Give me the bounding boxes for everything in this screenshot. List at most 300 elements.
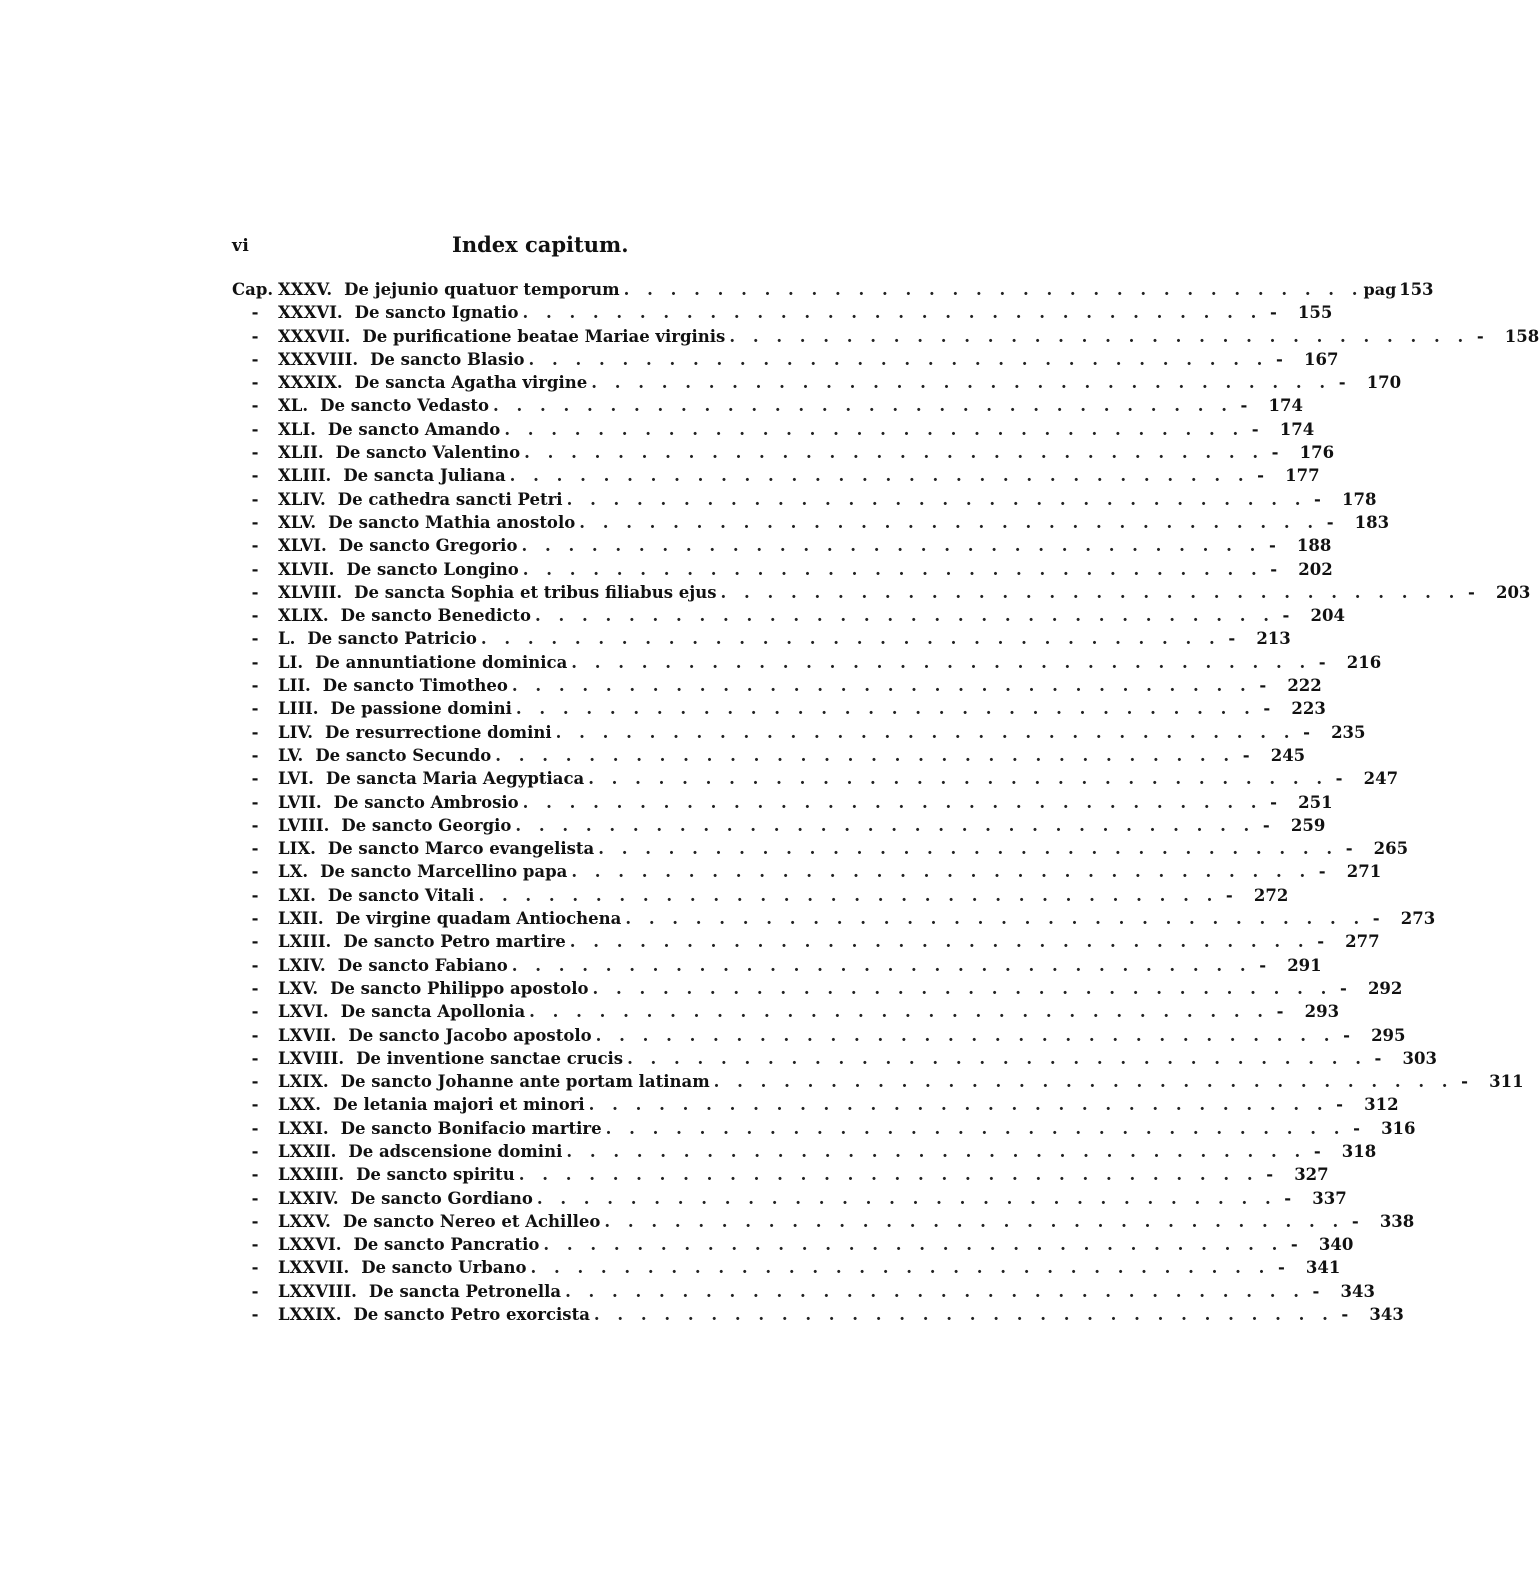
toc-entry xyxy=(232,791,1333,814)
ditto-mark: - xyxy=(251,769,259,789)
chapter-number: LXXIII. xyxy=(278,1165,345,1185)
chapter-title: De annuntiatione dominica xyxy=(315,652,568,672)
page-reference: 271 xyxy=(1346,862,1382,882)
toc-entry xyxy=(232,1024,1406,1047)
chapter-title: De purificatione beatae Mariae virginis xyxy=(362,326,726,346)
ditto-mark: - xyxy=(1476,326,1484,346)
chapter-number: LVI. xyxy=(278,769,314,789)
chapter-title: De sancta Agatha virgine xyxy=(354,373,588,393)
page-reference: 216 xyxy=(1346,652,1382,672)
toc-entry xyxy=(232,1140,1377,1163)
ditto-mark: - xyxy=(1336,1095,1343,1115)
page-reference: 223 xyxy=(1291,699,1326,719)
toc-entry xyxy=(232,604,1345,627)
dot-leader: . . . . . . . . . . . . . . . . . . . . . . . . . . . . . . . . xyxy=(595,1025,1336,1045)
ditto-mark: - xyxy=(251,676,259,696)
toc-entry xyxy=(232,860,1382,883)
dot-leader: . . . . . . . . . . . . . . . . . . . . . . . . . . . . . . . . xyxy=(566,1141,1307,1161)
chapter-title: De sancto Blasio xyxy=(370,349,525,369)
ditto-mark: - xyxy=(1345,839,1353,859)
ditto-mark: - xyxy=(251,606,259,626)
chapter-number: L. xyxy=(278,629,296,649)
ditto-mark: - xyxy=(251,629,259,649)
chapter-number: LVIII. xyxy=(278,815,330,835)
chapter-number: XXXVIII. xyxy=(278,349,359,369)
chapter-number: XLIX. xyxy=(278,606,329,626)
page-reference: 188 xyxy=(1296,536,1332,556)
ditto-mark: - xyxy=(1259,955,1267,975)
dot-leader: . . . . . . . . . . . . . . . . . . . . . . . . . . . . . . . . xyxy=(518,1165,1259,1185)
dot-leader: . . . . . . . . . . . . . . . . . . . . . . . . . . . . . . . . xyxy=(515,699,1256,719)
chapter-number: LXV. xyxy=(278,978,319,998)
ditto-mark: - xyxy=(251,536,259,556)
ditto-mark: - xyxy=(251,582,259,602)
ditto-mark: - xyxy=(1317,932,1325,952)
page-title: Index capitum. xyxy=(452,232,629,257)
page-reference: 155 xyxy=(1297,303,1333,323)
ditto-mark: - xyxy=(1318,652,1326,672)
ditto-mark: - xyxy=(251,512,259,532)
dot-leader: . . . . . . . . . . . . . . . . . . . . . . . . . . . . . . . . xyxy=(588,769,1329,789)
ditto-mark: - xyxy=(1251,419,1259,439)
chapter-title: De sancto Patricio xyxy=(307,629,477,649)
dot-leader: . . . . . . . . . . . . . . . . . . . . . . . . . . . . . . . . xyxy=(493,396,1233,416)
chapter-number: XLII. xyxy=(278,443,324,463)
dot-leader: . . . . . . . . . . . . . . . . . . . . . . . . . . . . . . . . xyxy=(605,1118,1346,1138)
chapter-number: LIV. xyxy=(278,722,313,742)
toc-entry xyxy=(232,651,1382,674)
ditto-mark: - xyxy=(1276,349,1283,369)
dot-leader: . . . . . . . . . . . . . . . . . . . . . . . . . . . . . . . . xyxy=(565,1281,1305,1301)
page-reference: 338 xyxy=(1379,1211,1415,1231)
page-reference: 158 xyxy=(1504,326,1539,346)
ditto-mark: - xyxy=(251,303,259,323)
ditto-mark: - xyxy=(1270,559,1278,579)
ditto-mark: - xyxy=(1277,1258,1285,1278)
chapter-number: XXXIX. xyxy=(278,373,343,393)
toc-entry xyxy=(232,697,1326,720)
toc-entry xyxy=(232,581,1531,604)
dot-leader: . . . . . . . . . . . . . . . . . . . . . . . . . . . . . . . . xyxy=(511,676,1252,696)
chapter-title: De sancta Juliana xyxy=(343,466,506,486)
dot-leader: . . . . . . . . . . . . . . . . . . . . . . . . . . . . . . . . xyxy=(593,1305,1334,1325)
chapter-title: De sancto Vitali xyxy=(327,885,475,905)
ditto-mark: - xyxy=(251,1048,259,1068)
dot-leader: . . . . . . . . . . . . . . . . . . . . . . . . . . . . . . . . xyxy=(720,582,1461,602)
chapter-title: De sancto Bonifacio martire xyxy=(340,1118,602,1138)
ditto-mark: - xyxy=(251,1281,259,1301)
ditto-mark: - xyxy=(1351,1211,1359,1231)
chapter-number: LXXI. xyxy=(278,1118,329,1138)
toc-entry xyxy=(232,721,1366,744)
page-number: vi xyxy=(232,236,250,256)
page-reference: 311 xyxy=(1489,1072,1524,1092)
page-reference: 176 xyxy=(1299,443,1335,463)
page-reference: 153 xyxy=(1399,280,1434,299)
ditto-mark: - xyxy=(1270,792,1277,812)
dot-leader: . . . . . . . . . . . . . . . . . . . . . . . . . . . . . . . . xyxy=(592,978,1333,998)
chapter-title: De resurrectione domini xyxy=(324,722,552,742)
ditto-mark: - xyxy=(251,1305,259,1325)
page-reference: 167 xyxy=(1303,349,1339,369)
page-reference: 177 xyxy=(1285,466,1320,486)
page-reference: 251 xyxy=(1298,792,1333,812)
chapter-number: LXXIX. xyxy=(278,1305,342,1325)
chapter-number: LXXVII. xyxy=(278,1258,350,1278)
ditto-mark: - xyxy=(1276,1002,1284,1022)
dot-leader: . . . . . . . . . . . . . . . . . . . . . . . . . . . . . . . . xyxy=(729,326,1470,346)
chapter-number: LXVI. xyxy=(278,1002,329,1022)
ditto-mark: - xyxy=(251,1002,259,1022)
toc-entry xyxy=(232,558,1333,581)
chapter-number: XXXVII. xyxy=(278,326,351,346)
chapter-number: LXII. xyxy=(278,909,324,929)
ditto-mark: - xyxy=(1353,1118,1360,1138)
chapter-title: De sancto Petro exorcista xyxy=(353,1305,590,1325)
chapter-title: De inventione sanctae crucis xyxy=(356,1048,624,1068)
ditto-mark: - xyxy=(251,1211,259,1231)
ditto-mark: - xyxy=(251,1118,259,1138)
toc-entry xyxy=(232,1210,1415,1233)
toc-entry xyxy=(232,954,1322,977)
page-reference: 295 xyxy=(1371,1025,1406,1045)
ditto-mark: - xyxy=(1262,815,1270,835)
ditto-mark: - xyxy=(251,699,259,719)
ditto-mark: - xyxy=(251,862,259,882)
toc-entry xyxy=(232,441,1335,464)
page-reference: 178 xyxy=(1342,489,1377,509)
chapter-title: De letania majori et minori xyxy=(332,1095,585,1115)
toc-entry xyxy=(232,464,1320,487)
ditto-mark: - xyxy=(1282,606,1290,626)
ditto-mark: - xyxy=(1339,978,1347,998)
toc-entry xyxy=(232,488,1377,511)
dot-leader: . . . . . . . . . . . . . . . . . . . . . . . . . . . . . . . . xyxy=(571,862,1312,882)
chapter-number: XLIII. xyxy=(278,466,332,486)
ditto-mark: - xyxy=(251,792,259,812)
dot-leader: . . . . . . . . . . . . . . . . . . . . . . . . . . . . . . . . xyxy=(555,722,1296,742)
page-reference: 273 xyxy=(1400,909,1436,929)
ditto-mark: - xyxy=(1343,1025,1350,1045)
ditto-mark: - xyxy=(1271,443,1279,463)
page-reference: 213 xyxy=(1256,629,1291,649)
chapter-title: De sancto Gregorio xyxy=(338,536,518,556)
page-reference: 277 xyxy=(1345,932,1380,952)
dot-leader: . . . . . . . . . . . . . . . . . . . . . . . . . . . . . . . . xyxy=(588,1095,1329,1115)
toc-entry xyxy=(232,394,1303,417)
chapter-title: De sancto Fabiano xyxy=(337,955,508,975)
page-reference: 235 xyxy=(1331,722,1366,742)
ditto-mark: - xyxy=(1335,769,1343,789)
ditto-mark: - xyxy=(251,955,259,975)
chapter-number: LXX. xyxy=(278,1095,321,1115)
ditto-mark: - xyxy=(251,373,259,393)
toc-entry xyxy=(232,1070,1524,1093)
toc-entry xyxy=(232,511,1390,534)
ditto-mark: - xyxy=(1259,676,1267,696)
chapter-title: De sancta Maria Aegyptiaca xyxy=(325,769,585,789)
toc-entry xyxy=(232,814,1326,837)
chapter-number: XXXV. xyxy=(278,280,333,299)
ditto-mark: - xyxy=(251,489,259,509)
chapter-title: De sancto Georgio xyxy=(341,815,512,835)
chapter-number: LXXV. xyxy=(278,1211,331,1231)
chapter-title: De sancto Pancratio xyxy=(353,1235,540,1255)
chapter-number: XLVI. xyxy=(278,536,327,556)
ditto-mark: - xyxy=(251,396,259,416)
dot-leader: . . . . . . . . . . . . . . . . . . . . . . . . . . . . . . . . xyxy=(536,1188,1277,1208)
page-reference: 312 xyxy=(1364,1095,1399,1115)
ditto-mark: - xyxy=(1240,396,1248,416)
page-reference: 203 xyxy=(1495,582,1531,602)
dot-leader: . . . . . . . . . . . . . . . . . . . . . . . . . . . . . . . . xyxy=(623,280,1364,299)
toc-entry xyxy=(232,1163,1329,1186)
chapter-title: De sancto spiritu xyxy=(356,1165,515,1185)
toc-entry xyxy=(232,907,1436,930)
ditto-mark: - xyxy=(251,839,259,859)
dot-leader: . . . . . . . . . . . . . . . . . . . . . . . . . . . . . . . . xyxy=(495,745,1236,765)
toc-entry xyxy=(232,301,1333,324)
ditto-mark: - xyxy=(251,1095,259,1115)
ditto-mark: - xyxy=(251,326,259,346)
chapter-title: De sancto Gordiano xyxy=(350,1188,533,1208)
ditto-mark: - xyxy=(1313,1141,1321,1161)
page-reference: 174 xyxy=(1268,396,1303,416)
ditto-mark: - xyxy=(251,1188,259,1208)
chapter-number: XLIV. xyxy=(278,489,326,509)
page-reference: 292 xyxy=(1367,978,1403,998)
dot-leader: . . . . . . . . . . . . . . . . . . . . . . . . . . . . . . . . xyxy=(579,512,1320,532)
chapter-prefix: Cap. xyxy=(232,280,274,299)
ditto-mark: - xyxy=(1372,909,1380,929)
dot-leader: . . . . . . . . . . . . . . . . . . . . . . . . . . . . . . . . xyxy=(524,443,1265,463)
chapter-title: De sancta Apollonia xyxy=(340,1002,526,1022)
chapter-title: De sancto Benedicto xyxy=(340,606,532,626)
toc-entry xyxy=(232,837,1409,860)
ditto-mark: - xyxy=(251,443,259,463)
page-reference: 293 xyxy=(1304,1002,1340,1022)
chapter-title: De sancto Mathia anostolo xyxy=(328,512,576,532)
toc-entry xyxy=(232,1187,1347,1210)
ditto-mark: - xyxy=(1268,536,1276,556)
chapter-number: LXIV. xyxy=(278,955,326,975)
chapter-number: LXIII. xyxy=(278,932,332,952)
toc-entry xyxy=(232,674,1322,697)
chapter-number: XL. xyxy=(278,396,309,416)
toc-entry xyxy=(232,884,1289,907)
dot-leader: . . . . . . . . . . . . . . . . . . . . . . . . . . . . . . . . xyxy=(571,652,1312,672)
toc-entry xyxy=(232,1047,1437,1070)
toc-entry xyxy=(232,977,1403,1000)
chapter-number: XXXVI. xyxy=(278,303,343,323)
pag-label: pag xyxy=(1363,280,1397,299)
dot-leader: . . . . . . . . . . . . . . . . . . . . . . . . . . . . . . . . xyxy=(522,559,1263,579)
dot-leader: . . . . . . . . . . . . . . . . . . . . . . . . . . . . . . . . xyxy=(713,1072,1454,1092)
dot-leader: . . . . . . . . . . . . . . . . . . . . . . . . . . . . . . . . xyxy=(529,1002,1270,1022)
page-reference: 259 xyxy=(1290,815,1326,835)
ditto-mark: - xyxy=(1242,745,1250,765)
dot-leader: . . . . . . . . . . . . . . . . . . . . . . . . . . . . . . . . xyxy=(480,629,1221,649)
chapter-title: De adscensione domini xyxy=(348,1141,563,1161)
toc-entry xyxy=(232,348,1339,371)
toc-entry xyxy=(232,627,1291,650)
dot-leader: . . . . . . . . . . . . . . . . . . . . . . . . . . . . . . . . xyxy=(515,815,1256,835)
ditto-mark: - xyxy=(251,722,259,742)
ditto-mark: - xyxy=(1303,722,1310,742)
toc-entry xyxy=(232,534,1332,557)
page-reference: 343 xyxy=(1340,1281,1375,1301)
chapter-title: De sancto Amando xyxy=(327,419,501,439)
ditto-mark: - xyxy=(1228,629,1236,649)
chapter-title: De jejunio quatuor temporum xyxy=(344,280,620,299)
ditto-mark: - xyxy=(251,885,259,905)
toc-entry xyxy=(232,930,1380,953)
ditto-mark: - xyxy=(1338,373,1346,393)
ditto-mark: - xyxy=(1266,1165,1274,1185)
toc-entry xyxy=(232,1000,1340,1023)
ditto-mark: - xyxy=(1467,582,1475,602)
dot-leader: . . . . . . . . . . . . . . . . . . . . . . . . . . . . . . . . xyxy=(511,955,1252,975)
page-reference: 245 xyxy=(1270,745,1306,765)
ditto-mark: - xyxy=(1257,466,1264,486)
toc-entry xyxy=(232,1233,1354,1256)
dot-leader: . . . . . . . . . . . . . . . . . . . . . . . . . . . . . . . . xyxy=(522,303,1263,323)
toc-entry xyxy=(232,371,1402,394)
dot-leader: . . . . . . . . . . . . . . . . . . . . . . . . . . . . . . . . xyxy=(598,839,1339,859)
chapter-title: De sancto Nereo et Achilleo xyxy=(342,1211,601,1231)
ditto-mark: - xyxy=(1312,1281,1320,1301)
page-reference: 202 xyxy=(1298,559,1333,579)
ditto-mark: - xyxy=(1318,862,1326,882)
page-reference: 291 xyxy=(1287,955,1322,975)
dot-leader: . . . . . . . . . . . . . . . . . . . . . . . . . . . . . . . . xyxy=(604,1211,1345,1231)
chapter-title: De sancto Marco evangelista xyxy=(327,839,595,859)
dot-leader: . . . . . . . . . . . . . . . . . . . . . . . . . . . . . . . . xyxy=(504,419,1245,439)
ditto-mark: - xyxy=(251,1235,259,1255)
ditto-mark: - xyxy=(251,978,259,998)
chapter-number: LX. xyxy=(278,862,309,882)
chapter-title: De cathedra sancti Petri xyxy=(337,489,563,509)
dot-leader: . . . . . . . . . . . . . . . . . . . . . . . . . . . . . . . . xyxy=(569,932,1310,952)
chapter-title: De sancto Timotheo xyxy=(322,676,508,696)
toc-entry xyxy=(232,1303,1404,1326)
chapter-number: LI. xyxy=(278,652,304,672)
ditto-mark: - xyxy=(251,419,259,439)
page-reference: 170 xyxy=(1366,373,1402,393)
ditto-mark: - xyxy=(1284,1188,1292,1208)
chapter-title: De sancto Secundo xyxy=(315,745,492,765)
ditto-mark: - xyxy=(1269,303,1277,323)
page-reference: 222 xyxy=(1287,676,1322,696)
dot-leader: . . . . . . . . . . . . . . . . . . . . . . . . . . . . . . . . xyxy=(566,489,1307,509)
dot-leader: . . . . . . . . . . . . . . . . . . . . . . . . . . . . . . . . xyxy=(627,1048,1367,1068)
chapter-title: De sancta Sophia et tribus filiabus ejus xyxy=(354,582,717,602)
page-reference: 343 xyxy=(1369,1305,1404,1325)
chapter-number: LXXVI. xyxy=(278,1235,342,1255)
page-reference: 247 xyxy=(1363,769,1399,789)
chapter-number: LXIX. xyxy=(278,1072,329,1092)
chapter-number: XLI. xyxy=(278,419,316,439)
ditto-mark: - xyxy=(251,1258,259,1278)
toc-entry xyxy=(232,278,1434,301)
chapter-number: LXXIV. xyxy=(278,1188,339,1208)
chapter-number: LII. xyxy=(278,676,311,696)
ditto-mark: - xyxy=(1225,885,1233,905)
ditto-mark: - xyxy=(1374,1048,1382,1068)
ditto-mark: - xyxy=(1326,512,1334,532)
toc-entry xyxy=(232,1256,1341,1279)
ditto-mark: - xyxy=(251,559,259,579)
chapter-title: De passione domini xyxy=(330,699,512,719)
ditto-mark: - xyxy=(251,466,259,486)
ditto-mark: - xyxy=(251,1165,259,1185)
table-of-contents xyxy=(232,278,1539,1326)
chapter-title: De sancto Vedasto xyxy=(320,396,490,416)
chapter-number: XLVIII. xyxy=(278,582,343,602)
page-reference: 337 xyxy=(1312,1188,1347,1208)
chapter-number: LXXVIII. xyxy=(278,1281,357,1301)
chapter-number: LV. xyxy=(278,745,304,765)
dot-leader: . . . . . . . . . . . . . . . . . . . . . . . . . . . . . . . . xyxy=(591,373,1332,393)
chapter-title: De sancto Urbano xyxy=(361,1258,527,1278)
ditto-mark: - xyxy=(1290,1235,1298,1255)
dot-leader: . . . . . . . . . . . . . . . . . . . . . . . . . . . . . . . . xyxy=(478,885,1219,905)
ditto-mark: - xyxy=(251,1025,259,1045)
page-reference: 204 xyxy=(1310,606,1345,626)
chapter-title: De sancto Petro martire xyxy=(343,932,566,952)
ditto-mark: - xyxy=(251,815,259,835)
ditto-mark: - xyxy=(1461,1072,1468,1092)
ditto-mark: - xyxy=(251,1072,259,1092)
chapter-title: De sancto Jacobo apostolo xyxy=(348,1025,592,1045)
chapter-title: De sancto Philippo apostolo xyxy=(330,978,589,998)
dot-leader: . . . . . . . . . . . . . . . . . . . . . . . . . . . . . . . . xyxy=(530,1258,1271,1278)
ditto-mark: - xyxy=(1341,1305,1349,1325)
chapter-title: De virgine quadam Antiochena xyxy=(335,909,622,929)
page-reference: 303 xyxy=(1402,1048,1437,1068)
page-reference: 316 xyxy=(1381,1118,1416,1138)
chapter-title: De sancto Johanne ante portam latinam xyxy=(340,1072,710,1092)
chapter-number: XLVII. xyxy=(278,559,335,579)
chapter-number: LVII. xyxy=(278,792,322,812)
chapter-title: De sancto Marcellino papa xyxy=(320,862,568,882)
ditto-mark: - xyxy=(1314,489,1321,509)
chapter-number: LXXII. xyxy=(278,1141,337,1161)
toc-entry xyxy=(232,767,1399,790)
toc-entry xyxy=(232,325,1539,348)
chapter-title: De sancto Valentino xyxy=(335,443,521,463)
dot-leader: . . . . . . . . . . . . . . . . . . . . . . . . . . . . . . . . xyxy=(528,349,1269,369)
toc-entry xyxy=(232,1117,1416,1140)
dot-leader: . . . . . . . . . . . . . . . . . . . . . . . . . . . . . . . . xyxy=(543,1235,1284,1255)
ditto-mark: - xyxy=(251,349,259,369)
ditto-mark: - xyxy=(251,1141,259,1161)
page-reference: 318 xyxy=(1341,1141,1377,1161)
ditto-mark: - xyxy=(251,652,259,672)
chapter-title: De sancto Ambrosio xyxy=(333,792,519,812)
dot-leader: . . . . . . . . . . . . . . . . . . . . . . . . . . . . . . . . xyxy=(535,606,1275,626)
toc-entry xyxy=(232,744,1306,767)
dot-leader: . . . . . . . . . . . . . . . . . . . . . . . . . . . . . . . . xyxy=(625,909,1366,929)
running-head xyxy=(232,232,822,262)
ditto-mark: - xyxy=(1263,699,1271,719)
chapter-number: XLV. xyxy=(278,512,317,532)
chapter-title: De sancto Longino xyxy=(346,559,519,579)
toc-entry xyxy=(232,1280,1375,1303)
toc-entry xyxy=(232,1093,1399,1116)
page-reference: 327 xyxy=(1294,1165,1329,1185)
ditto-mark: - xyxy=(251,909,259,929)
